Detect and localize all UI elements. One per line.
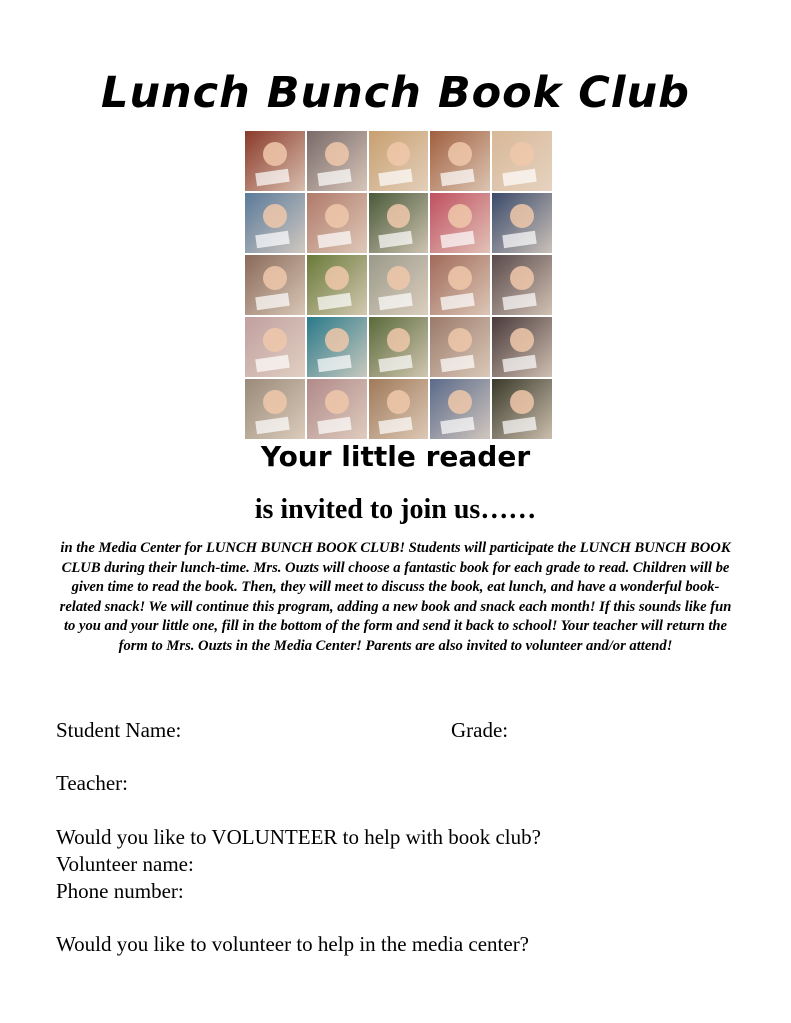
book-shape <box>440 354 474 372</box>
book-shape <box>317 230 351 248</box>
child-figure <box>387 266 411 290</box>
student-name-label: Student Name: <box>56 718 182 742</box>
collage-photo <box>369 379 429 439</box>
document-title: Lunch Bunch Book Club <box>101 68 690 118</box>
collage-photo <box>307 317 367 377</box>
child-figure <box>510 142 534 166</box>
child-figure <box>263 204 287 228</box>
child-figure <box>325 204 349 228</box>
collage-photo <box>492 317 552 377</box>
child-figure <box>387 390 411 414</box>
book-shape <box>255 230 289 248</box>
child-figure <box>448 328 472 352</box>
invite-line: is invited to join us…… <box>254 494 537 525</box>
book-shape <box>255 292 289 310</box>
collage-photo <box>307 379 367 439</box>
book-shape <box>440 168 474 186</box>
book-shape <box>255 354 289 372</box>
collage-photo <box>492 255 552 315</box>
children-reading-photo-collage <box>245 131 552 439</box>
description-paragraph: in the Media Center for LUNCH BUNCH BOOK CLUB! Students will participate the LUNCH BUNCH BOOK CLUB during their lunch-time. Mrs. Ouzts will choose a fantastic book for each grade to read. Children will be given time to read the book. Then, they will meet to discuss the book, eat lunch, and have a wonderful book-related snack! We will continue this program, adding a new book and snack each month! If this sounds like fun to you and your little one, fill in the bottom of the form and send it back to school! Your teacher will return the form to Mrs. Ouzts in the Media Center! Parents are also invited to volunteer and/or attend! <box>59 540 732 654</box>
collage-photo <box>492 131 552 191</box>
collage-photo <box>245 255 305 315</box>
book-shape <box>379 230 413 248</box>
book-shape <box>379 416 413 434</box>
collage-photo <box>245 193 305 253</box>
book-shape <box>440 416 474 434</box>
child-figure <box>263 266 287 290</box>
grade-label: Grade: <box>451 718 509 742</box>
book-shape <box>379 168 413 186</box>
child-figure <box>448 266 472 290</box>
volunteer-question: Would you like to VOLUNTEER to help with book club? <box>56 825 541 849</box>
child-figure <box>510 328 534 352</box>
collage-photo <box>430 193 490 253</box>
child-figure <box>263 142 287 166</box>
child-figure <box>325 328 349 352</box>
collage-photo <box>245 379 305 439</box>
collage-photo <box>492 379 552 439</box>
collage-photo <box>369 255 429 315</box>
book-shape <box>502 416 536 434</box>
child-figure <box>448 142 472 166</box>
child-figure <box>387 328 411 352</box>
child-figure <box>325 390 349 414</box>
collage-photo <box>307 131 367 191</box>
collage-photo <box>369 131 429 191</box>
book-shape <box>317 416 351 434</box>
child-figure <box>387 204 411 228</box>
teacher-label: Teacher: <box>56 771 128 795</box>
collage-photo <box>245 317 305 377</box>
book-shape <box>317 292 351 310</box>
book-shape <box>502 354 536 372</box>
collage-photo <box>430 131 490 191</box>
book-shape <box>317 354 351 372</box>
collage-photo <box>430 255 490 315</box>
collage-photo <box>307 193 367 253</box>
collage-photo <box>492 193 552 253</box>
child-figure <box>510 204 534 228</box>
child-figure <box>325 266 349 290</box>
child-figure <box>263 390 287 414</box>
child-figure <box>448 204 472 228</box>
volunteer-name-label: Volunteer name: <box>56 852 194 876</box>
book-shape <box>502 292 536 310</box>
phone-number-label: Phone number: <box>56 879 184 903</box>
book-shape <box>255 168 289 186</box>
book-shape <box>440 230 474 248</box>
collage-photo <box>245 131 305 191</box>
child-figure <box>448 390 472 414</box>
book-shape <box>440 292 474 310</box>
book-shape <box>379 354 413 372</box>
child-figure <box>510 266 534 290</box>
collage-photo <box>430 317 490 377</box>
child-figure <box>325 142 349 166</box>
child-figure <box>387 142 411 166</box>
child-figure <box>510 390 534 414</box>
child-figure <box>263 328 287 352</box>
subtitle: Your little reader <box>260 440 531 473</box>
book-shape <box>317 168 351 186</box>
book-shape <box>502 168 536 186</box>
book-shape <box>255 416 289 434</box>
book-shape <box>502 230 536 248</box>
media-center-question: Would you like to volunteer to help in the media center? <box>56 932 530 956</box>
collage-photo <box>369 193 429 253</box>
collage-photo <box>430 379 490 439</box>
collage-photo <box>307 255 367 315</box>
collage-photo <box>369 317 429 377</box>
book-shape <box>379 292 413 310</box>
